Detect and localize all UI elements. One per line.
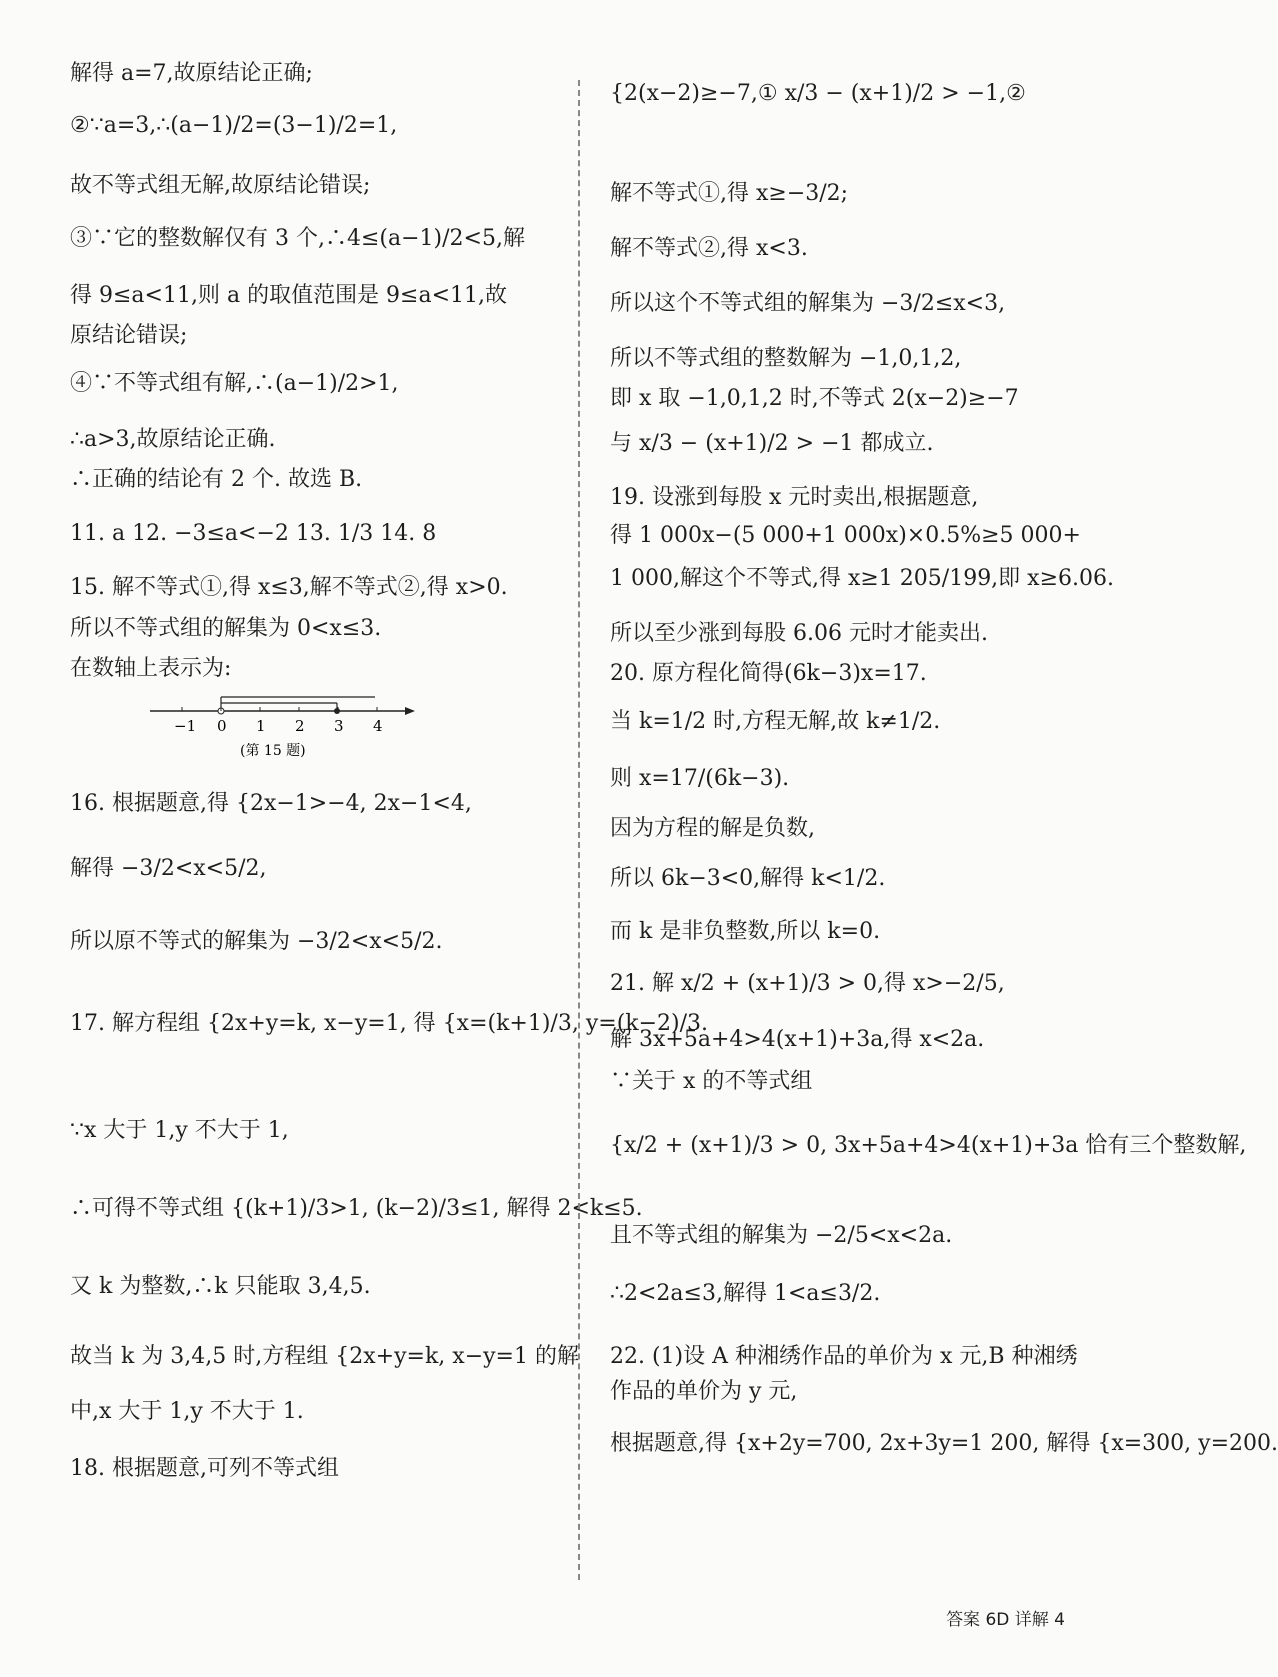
right-text-line: 所以至少涨到每股 6.06 元时才能卖出. — [610, 621, 988, 646]
left-text-line: 16. 根据题意,得 {2x−1>−4, 2x−1<4, — [70, 791, 472, 816]
figure-caption: (第 15 题) — [240, 743, 306, 759]
right-text-line: 作品的单价为 y 元, — [610, 1379, 798, 1404]
left-text-line: ∴a>3,故原结论正确. — [70, 427, 276, 452]
left-text-line: 又 k 为整数,∴k 只能取 3,4,5. — [70, 1274, 371, 1299]
left-text-line: 故不等式组无解,故原结论错误; — [70, 173, 371, 198]
tick-label: −1 — [174, 717, 197, 735]
tick-label: 0 — [217, 717, 227, 735]
tick-label: 2 — [295, 717, 305, 735]
left-text-line: 在数轴上表示为: — [70, 656, 232, 681]
right-text-line: 且不等式组的解集为 −2/5<x<2a. — [610, 1223, 953, 1248]
right-text-line: {x/2 + (x+1)/3 > 0, 3x+5a+4>4(x+1)+3a 恰有三个整数解, — [610, 1133, 1247, 1158]
right-text-line: ∴2<2a≤3,解得 1<a≤3/2. — [610, 1281, 881, 1306]
left-text-line: 解得 a=7,故原结论正确; — [70, 61, 313, 86]
right-text-line: 而 k 是非负整数,所以 k=0. — [610, 919, 881, 944]
right-text-line: 即 x 取 −1,0,1,2 时,不等式 2(x−2)≥−7 — [610, 386, 1019, 411]
right-text-line: 因为方程的解是负数, — [610, 816, 815, 841]
right-text-line: 19. 设涨到每股 x 元时卖出,根据题意, — [610, 485, 979, 510]
right-text-line: 解不等式②,得 x<3. — [610, 236, 808, 261]
tick-label: 4 — [373, 717, 383, 735]
right-text-line: {2(x−2)≥−7,① x/3 − (x+1)/2 > −1,② — [610, 81, 1026, 106]
left-text-line: 原结论错误; — [70, 323, 188, 348]
left-text-line: 11. a 12. −3≤a<−2 13. 1/3 14. 8 — [70, 521, 437, 546]
left-text-line: ∴正确的结论有 2 个. 故选 B. — [70, 467, 363, 492]
tick-label: 3 — [334, 717, 344, 735]
right-text-line: 解不等式①,得 x≥−3/2; — [610, 181, 849, 206]
right-text-line: 21. 解 x/2 + (x+1)/3 > 0,得 x>−2/5, — [610, 971, 1005, 996]
right-text-line: ∵关于 x 的不等式组 — [610, 1069, 813, 1094]
left-text-line: ∵x 大于 1,y 不大于 1, — [70, 1118, 289, 1143]
page-footer: 答案 6D 详解 4 — [946, 1610, 1065, 1630]
left-text-line: ③∵它的整数解仅有 3 个,∴4≤(a−1)/2<5,解 — [70, 226, 525, 251]
left-text-line: 15. 解不等式①,得 x≤3,解不等式②,得 x>0. — [70, 575, 508, 600]
right-text-line: 根据题意,得 {x+2y=700, 2x+3y=1 200, 解得 {x=300, y=200. — [610, 1431, 1278, 1456]
left-text-line: 所以原不等式的解集为 −3/2<x<5/2. — [70, 929, 443, 954]
right-text-line: 所以不等式组的整数解为 −1,0,1,2, — [610, 346, 962, 371]
tick-label: 1 — [256, 717, 266, 735]
left-text-line: 18. 根据题意,可列不等式组 — [70, 1456, 339, 1481]
number-line — [145, 685, 425, 765]
right-text-line: 所以 6k−3<0,解得 k<1/2. — [610, 866, 886, 891]
right-text-line: 1 000,解这个不等式,得 x≥1 205/199,即 x≥6.06. — [610, 566, 1114, 591]
right-text-line: 则 x=17/(6k−3). — [610, 766, 790, 791]
left-text-line: ②∵a=3,∴(a−1)/2=(3−1)/2=1, — [70, 113, 398, 138]
left-text-line: 中,x 大于 1,y 不大于 1. — [70, 1399, 304, 1424]
left-text-line: 所以不等式组的解集为 0<x≤3. — [70, 616, 382, 641]
right-text-line: 得 1 000x−(5 000+1 000x)×0.5%≥5 000+ — [610, 523, 1081, 548]
left-text-line: ∴可得不等式组 {(k+1)/3>1, (k−2)/3≤1, 解得 2<k≤5. — [70, 1196, 643, 1221]
left-text-line: 故当 k 为 3,4,5 时,方程组 {2x+y=k, x−y=1 的解 — [70, 1344, 579, 1369]
column-divider — [578, 80, 580, 1580]
number-line-arrow — [405, 707, 415, 715]
right-text-line: 与 x/3 − (x+1)/2 > −1 都成立. — [610, 431, 934, 456]
left-text-line: 得 9≤a<11,则 a 的取值范围是 9≤a<11,故 — [70, 283, 508, 308]
left-text-line: ④∵不等式组有解,∴(a−1)/2>1, — [70, 371, 399, 396]
left-text-line: 17. 解方程组 {2x+y=k, x−y=1, 得 {x=(k+1)/3, y=(k−2)/3. — [70, 1011, 709, 1036]
right-text-line: 所以这个不等式组的解集为 −3/2≤x<3, — [610, 291, 1006, 316]
right-text-line: 22. (1)设 A 种湘绣作品的单价为 x 元,B 种湘绣 — [610, 1344, 1078, 1369]
closed-point — [334, 708, 340, 714]
right-text-line: 当 k=1/2 时,方程无解,故 k≠1/2. — [610, 709, 941, 734]
right-text-line: 解 3x+5a+4>4(x+1)+3a,得 x<2a. — [610, 1027, 985, 1052]
left-text-line: 解得 −3/2<x<5/2, — [70, 856, 267, 881]
right-text-line: 20. 原方程化简得(6k−3)x=17. — [610, 661, 927, 686]
